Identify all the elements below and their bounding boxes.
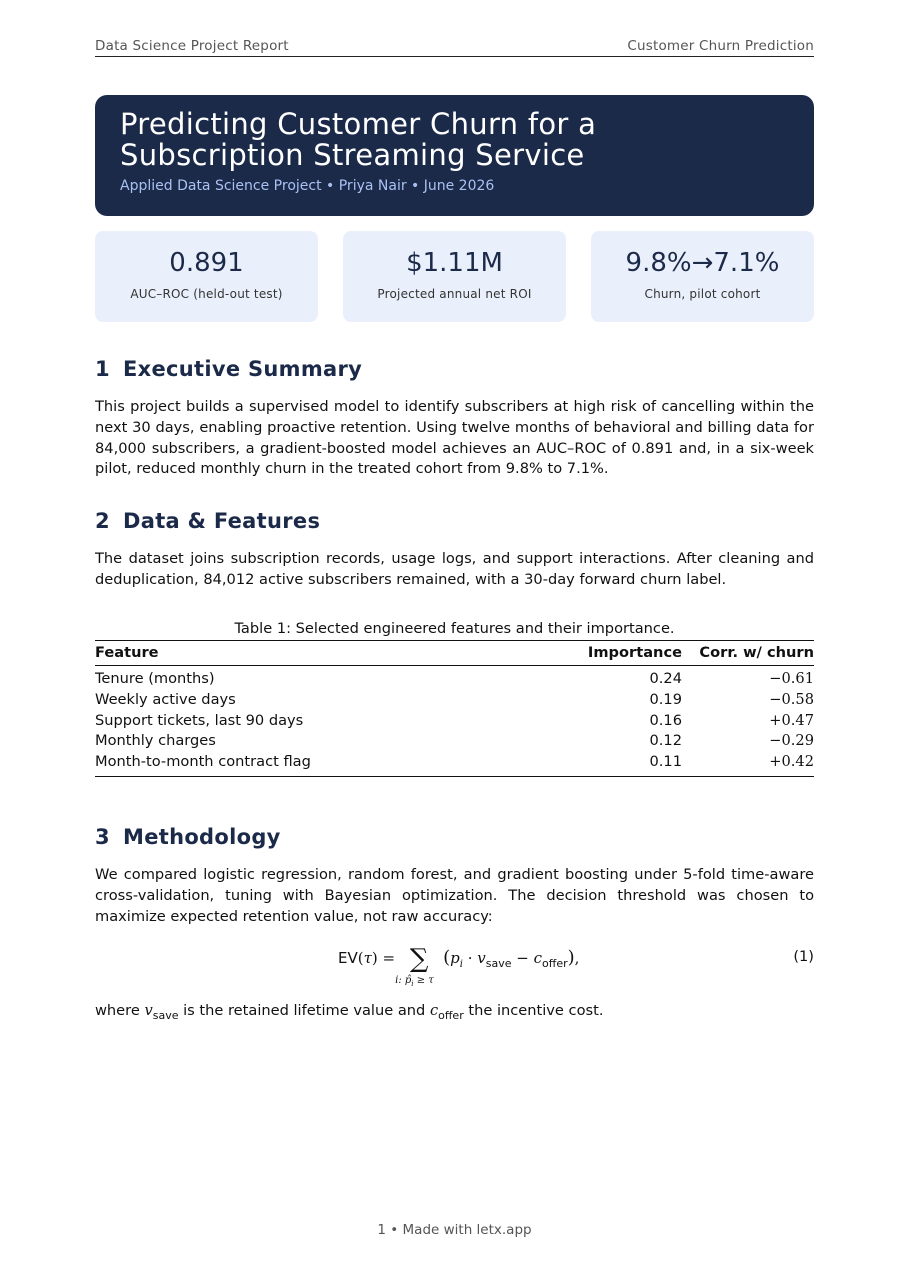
table-caption: Table 1: Selected engineered features and their importance. [234, 620, 675, 637]
running-header [95, 38, 814, 57]
column-header-correlation: Corr. w/ churn [682, 641, 814, 666]
table-row [95, 666, 814, 690]
metric-value: 9.8%→7.1% [625, 248, 780, 278]
metric-card-auc [95, 231, 318, 322]
metric-value: $1.11M [406, 248, 503, 278]
header-right: Customer Churn Prediction [627, 38, 814, 54]
section-title: Data & Features [123, 509, 321, 533]
table-row [95, 711, 814, 732]
correlation-cell: +0.42 [682, 752, 814, 776]
equation-expected-value [95, 940, 814, 990]
feature-cell: Month-to-month contract flag [95, 752, 582, 776]
section-heading-executive-summary [95, 357, 362, 381]
summation-symbol: ∑ i: $p̂_i \ge \tau$ [395, 944, 434, 988]
importance-cell: 0.11 [582, 752, 682, 776]
correlation-cell: −0.29 [769, 732, 814, 750]
section-number: 2 [95, 509, 110, 533]
section-number: 1 [95, 357, 110, 381]
title-banner [95, 95, 814, 216]
importance-cell: 0.24 [649, 670, 682, 687]
equation-formula: EV(τ) = ∑ i: $p̂_i \ge \tau$ $(p_i \cdot v_{save} - c_{offer})$, [338, 944, 580, 988]
section-title: Executive Summary [123, 357, 363, 381]
equation-number: (1) [793, 948, 814, 965]
column-header-importance: Importance [582, 641, 682, 666]
metric-card-roi [343, 231, 566, 322]
feature-cell: Weekly active days [95, 690, 236, 708]
feature-cell: Support tickets, last 90 days [95, 711, 304, 729]
section-number: 3 [95, 825, 110, 849]
where-text: where [95, 1002, 140, 1019]
v-save-description: is the retained lifetime value and [183, 1002, 426, 1019]
metric-cards [95, 231, 814, 322]
metric-value: 0.891 [169, 248, 244, 278]
table-header-row [95, 641, 814, 666]
importance-cell: 0.19 [649, 690, 682, 708]
equation-explanation: where $v_{save}$ is the retained lifetime value and $c_{offer}$ the incentive cost. [95, 1002, 604, 1022]
executive-summary-text: This project builds a supervised model to identify subscribers at high risk of cancelling within the next 30 days, enabling proactive retention. Using twelve months of behavioral and billing data for 84,000 subscribers, a gradient-boosted model achieves an AUC–ROC of 0.891 and, in a six-week pilot, reduced monthly churn in the treated cohort from 9.8% to 7.1%. [95, 398, 814, 478]
document-title: Predicting Customer Churn for a Subscription Streaming Service [120, 107, 597, 172]
metric-label: Churn, pilot cohort [644, 287, 761, 301]
methodology-text: We compared logistic regression, random forest, and gradient boosting under 5-fold time-aware cross-validation, tuning with Bayesian optimization. The decision threshold was chosen to maximize expected retention value, not raw accuracy: [95, 866, 814, 925]
importance-cell: 0.12 [649, 732, 682, 750]
c-offer-description: the incentive cost. [468, 1002, 604, 1019]
feature-cell: Monthly charges [95, 732, 216, 750]
section-heading-data-features [95, 509, 320, 533]
metric-card-churn [591, 231, 814, 322]
header-left: Data Science Project Report [95, 38, 289, 54]
page-footer: 1 • Made with letx.app [377, 1222, 532, 1238]
data-features-text: The dataset joins subscription records, usage logs, and support interactions. After cleaning and deduplication, 84,012 active subscribers remained, with a 30-day forward churn label. [95, 550, 814, 588]
metric-label: Projected annual net ROI [377, 287, 532, 301]
feature-cell: Tenure (months) [95, 670, 215, 687]
table-row [95, 731, 814, 752]
section-title: Methodology [123, 825, 281, 849]
metric-label: AUC–ROC (held-out test) [130, 287, 283, 301]
correlation-cell: −0.61 [769, 670, 814, 687]
byline: Applied Data Science Project • Priya Nair • June 2026 [120, 178, 495, 194]
table-row [95, 690, 814, 711]
features-table [95, 640, 814, 777]
column-header-feature: Feature [95, 641, 582, 666]
correlation-cell: +0.47 [769, 711, 814, 729]
section-heading-methodology [95, 825, 281, 849]
correlation-cell: −0.58 [769, 690, 814, 708]
table-row [95, 752, 814, 776]
importance-cell: 0.16 [649, 711, 682, 729]
